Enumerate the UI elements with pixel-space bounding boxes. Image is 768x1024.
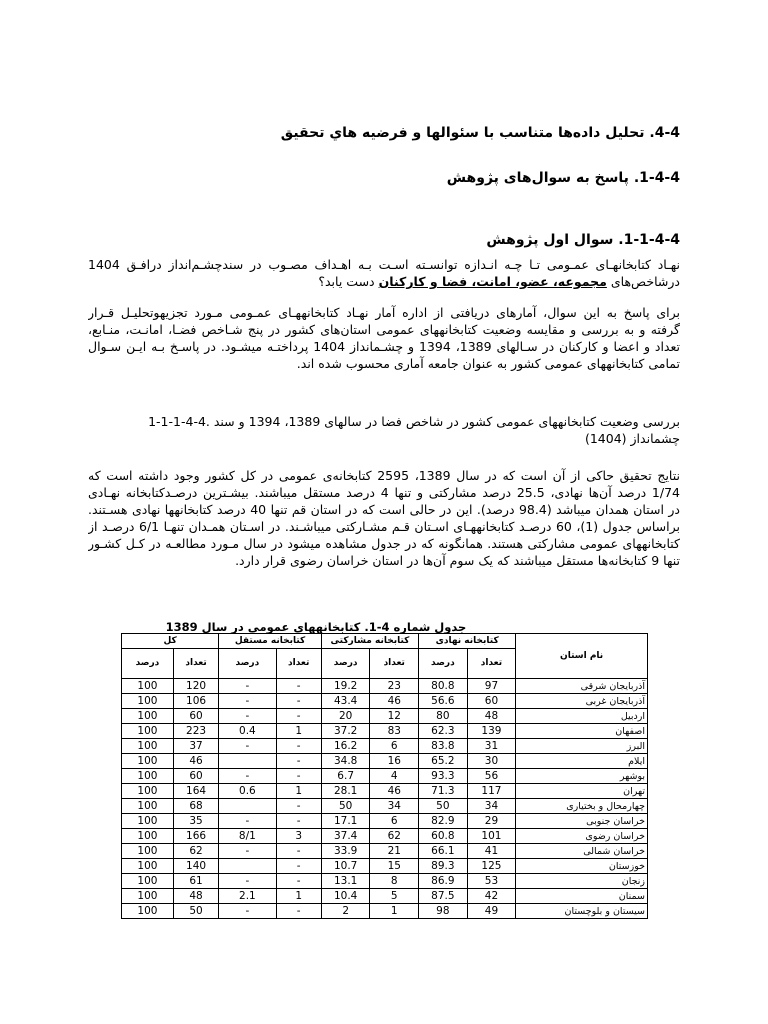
value-cell: 139 [467,724,516,739]
value-cell: 60.8 [419,829,468,844]
value-cell: 100 [122,784,174,799]
table-body [122,679,648,919]
value-cell: 100 [122,904,174,919]
province-cell: خراسان جنوبی [516,814,648,829]
value-cell: - [276,709,321,724]
value-cell: 6.7 [321,769,370,784]
province-cell: آذربایجان غربی [516,694,648,709]
research-question [88,256,680,290]
value-cell: 223 [173,724,218,739]
table-row [122,874,648,889]
subtitle-line: بررسی وضعیت کتابخانههای عمومی کشور در شاخص فضا در سالهای 1389، 1394 و سند .4-4-1-1-1 [148,414,680,429]
paragraph-line: تمامی کتابخانههای عمومی کشور به عنوان جامعه آماری محسوب شده اند. [296,356,680,371]
province-cell: سیستان و بلوچستان [516,904,648,919]
value-cell: 100 [122,739,174,754]
value-cell: - [276,874,321,889]
value-cell: 20 [321,709,370,724]
nahadi-header: کتابخانه نهادی [419,634,516,649]
value-cell: - [219,874,276,889]
paragraph-line: گرفته و به بررسی و مقایسه وضعیت کتابخانههای عمومی استان‌های کشور در پنج شـاخص فضـا، امانـت، منـابع، [88,322,680,337]
value-cell: 62.3 [419,724,468,739]
value-cell: 100 [122,859,174,874]
value-cell: - [219,679,276,694]
value-cell: 19.2 [321,679,370,694]
value-cell: 100 [122,874,174,889]
value-cell: 15 [370,859,419,874]
paragraph-line: براساس جدول (1)، 60 درصـد کتابخانههـای اسـتان قـم مشـارکتی میباشـند. در اسـتان همـدان تنهـا 6/1 درصـد از [88,519,680,534]
value-cell: 60 [173,709,218,724]
value-cell: 117 [467,784,516,799]
value-cell: - [276,814,321,829]
value-cell: 8/1 [219,829,276,844]
libraries-table [121,633,648,919]
value-cell: - [276,769,321,784]
count-header: تعداد [467,649,516,679]
value-cell: 4 [370,769,419,784]
value-cell: 50 [173,904,218,919]
paragraph-line: تنها 9 کتابخانه‌ها مستقل میباشند که یک سوم آن‌ها در استان خراسان رضوی قرار دارد. [235,553,680,568]
count-header: تعداد [173,649,218,679]
value-cell: - [276,844,321,859]
value-cell: 13.1 [321,874,370,889]
value-cell: - [219,844,276,859]
value-cell: 66.1 [419,844,468,859]
count-header: تعداد [370,649,419,679]
value-cell: - [276,904,321,919]
value-cell: 89.3 [419,859,468,874]
value-cell: 21 [370,844,419,859]
table-row [122,814,648,829]
table-row [122,709,648,724]
subtitle [88,413,680,447]
value-cell: 82.9 [419,814,468,829]
question-text: دست یابد؟ [318,274,375,289]
value-cell: 61 [173,874,218,889]
value-cell: 106 [173,694,218,709]
value-cell: 1 [370,904,419,919]
table-row [122,739,648,754]
value-cell: - [219,904,276,919]
value-cell: - [219,694,276,709]
value-cell: 34.8 [321,754,370,769]
value-cell: 100 [122,829,174,844]
question-heading: 1-1-4-4. سوال اول پژوهش [486,232,680,248]
mostaghel-header: کتابخانه مستقل [219,634,322,649]
table-row [122,889,648,904]
percent-header: درصد [419,649,468,679]
value-cell: 100 [122,814,174,829]
value-cell: 0.4 [219,724,276,739]
value-cell: 0.6 [219,784,276,799]
subtitle-line: چشمانداز (1404) [584,431,680,446]
value-cell: 65.2 [419,754,468,769]
results-paragraph [88,467,680,569]
value-cell: - [219,709,276,724]
section-heading: 4-4. تحلیل داده‌ها متناسب با سئوالها و فرضیه هاي تحقیق [280,125,680,141]
value-cell: 53 [467,874,516,889]
province-header: نام استان [516,634,648,679]
value-cell: 125 [467,859,516,874]
province-cell: بوشهر [516,769,648,784]
question-line: نهـاد کتابخانهـای عمـومی تـا چـه انـدازه توانسـته اسـت بـه اهـداف مصـوب در سندچشـم‌انداز درافـق 1404 [88,257,680,272]
province-cell: اصفهان [516,724,648,739]
province-cell: چهارمحال و بختیاری [516,799,648,814]
value-cell: 68 [173,799,218,814]
subsection-heading: 1-4-4. پاسخ به سوال‌های پژوهش [446,170,680,186]
value-cell: 33.9 [321,844,370,859]
value-cell: 35 [173,814,218,829]
value-cell: 41 [467,844,516,859]
value-cell: 37.2 [321,724,370,739]
value-cell: 71.3 [419,784,468,799]
percent-header: درصد [219,649,276,679]
value-cell [219,859,276,874]
value-cell: 98 [419,904,468,919]
value-cell: 100 [122,799,174,814]
total-header: کل [122,634,219,649]
value-cell: 83 [370,724,419,739]
value-cell: 12 [370,709,419,724]
value-cell: - [276,799,321,814]
value-cell: 140 [173,859,218,874]
value-cell: 1 [276,724,321,739]
value-cell: 60 [173,769,218,784]
value-cell: 6 [370,814,419,829]
value-cell: 5 [370,889,419,904]
value-cell: 101 [467,829,516,844]
value-cell: 164 [173,784,218,799]
table-row [122,784,648,799]
value-cell: 46 [173,754,218,769]
value-cell: 28.1 [321,784,370,799]
value-cell [219,799,276,814]
province-cell: اردبیل [516,709,648,724]
paragraph-line: در استان همدان میباشد (98.4 درصد). این در حالی است که در استان قم تنها 40 درصد کتابخانهها نهادی هسـتند. [88,502,680,517]
count-header: تعداد [276,649,321,679]
value-cell: 17.1 [321,814,370,829]
value-cell: 1 [276,784,321,799]
paragraph-line: برای پاسخ به این سوال، آمارهای دریافتی از اداره آمار نهـاد کتابخانههـای عمـومی مـورد تجزیهوتحلیـل قـرار [88,305,680,320]
value-cell: 100 [122,724,174,739]
question-text: درشاخص‌های [610,274,680,289]
value-cell: 83.8 [419,739,468,754]
value-cell: - [276,739,321,754]
province-cell: سمنان [516,889,648,904]
percent-header: درصد [122,649,174,679]
value-cell: - [219,814,276,829]
value-cell: 166 [173,829,218,844]
value-cell: 3 [276,829,321,844]
value-cell: - [276,859,321,874]
value-cell: 10.7 [321,859,370,874]
value-cell: 56.6 [419,694,468,709]
value-cell [219,754,276,769]
value-cell: 16.2 [321,739,370,754]
table-row [122,829,648,844]
value-cell: - [276,694,321,709]
value-cell: - [219,739,276,754]
value-cell: 56 [467,769,516,784]
province-cell: آذربایجان شرقی [516,679,648,694]
value-cell: 100 [122,754,174,769]
value-cell: 100 [122,694,174,709]
value-cell: - [276,679,321,694]
value-cell: 48 [467,709,516,724]
value-cell: 60 [467,694,516,709]
value-cell: 10.4 [321,889,370,904]
value-cell: 2 [321,904,370,919]
value-cell: 93.3 [419,769,468,784]
indicator-list: مجموعه، عضو، امانت، فضا و کارکنان [378,274,607,289]
table-row [122,679,648,694]
value-cell: 16 [370,754,419,769]
value-cell: 23 [370,679,419,694]
value-cell: 100 [122,679,174,694]
value-cell: 86.9 [419,874,468,889]
value-cell: 87.5 [419,889,468,904]
value-cell: 100 [122,709,174,724]
value-cell: 31 [467,739,516,754]
value-cell: 42 [467,889,516,904]
value-cell: 100 [122,844,174,859]
value-cell: 50 [419,799,468,814]
value-cell: 80 [419,709,468,724]
value-cell: 34 [467,799,516,814]
value-cell: 34 [370,799,419,814]
value-cell: 37.4 [321,829,370,844]
value-cell: 2.1 [219,889,276,904]
province-cell: زنجان [516,874,648,889]
value-cell: 50 [321,799,370,814]
value-cell: 97 [467,679,516,694]
table-row [122,754,648,769]
intro-paragraph [88,304,680,372]
province-cell: البرز [516,739,648,754]
paragraph-line: نتایج تحقیق حاکی از آن است که در سال 1389، 2595 کتابخانه‌ی عمومی در کل کشور وجود داشته است که [88,468,680,483]
paragraph-line: تعداد و اعضا و کارکنان در سـالهای 1389، 1394 و چشـمانداز 1404 پرداختـه میشـود. در پاسـخ بـه ایـن سـوال [88,339,680,354]
value-cell: 100 [122,769,174,784]
table-caption: جدول شماره 4-1. کتابخانههای عمومی در سال 1389 [165,620,467,634]
value-cell: 6 [370,739,419,754]
table-row [122,694,648,709]
value-cell: 62 [370,829,419,844]
paragraph-line: کتابخانههای عمومی مشارکتی هستند. همانگونه که در جدول مشاهده میشود در سال مـورد مطالعـه در کـل کشـور [88,536,680,551]
value-cell: 49 [467,904,516,919]
table-row [122,859,648,874]
mosharekati-header: کتابخانه مشارکتی [321,634,418,649]
value-cell: 46 [370,694,419,709]
table-row [122,904,648,919]
province-cell: تهران [516,784,648,799]
value-cell: 46 [370,784,419,799]
province-cell: خوزستان [516,859,648,874]
table-row [122,724,648,739]
question-line [88,273,680,290]
value-cell: - [219,769,276,784]
value-cell: - [276,754,321,769]
value-cell: 30 [467,754,516,769]
province-cell: خراسان شمالی [516,844,648,859]
percent-header: درصد [321,649,370,679]
province-cell: خراسان رضوی [516,829,648,844]
value-cell: 29 [467,814,516,829]
value-cell: 62 [173,844,218,859]
value-cell: 100 [122,889,174,904]
table-row [122,799,648,814]
value-cell: 37 [173,739,218,754]
paragraph-line: 1/74 درصد آن‌ها نهادی، 25.5 درصد مشارکتی و تنها 4 درصد مستقل میباشند. بیشـترین درصـدکتابخانه نهـادی [88,485,680,500]
table-row [122,844,648,859]
value-cell: 43.4 [321,694,370,709]
province-cell: ایلام [516,754,648,769]
value-cell: 48 [173,889,218,904]
value-cell: 80.8 [419,679,468,694]
table-row [122,769,648,784]
value-cell: 8 [370,874,419,889]
value-cell: 120 [173,679,218,694]
value-cell: 1 [276,889,321,904]
